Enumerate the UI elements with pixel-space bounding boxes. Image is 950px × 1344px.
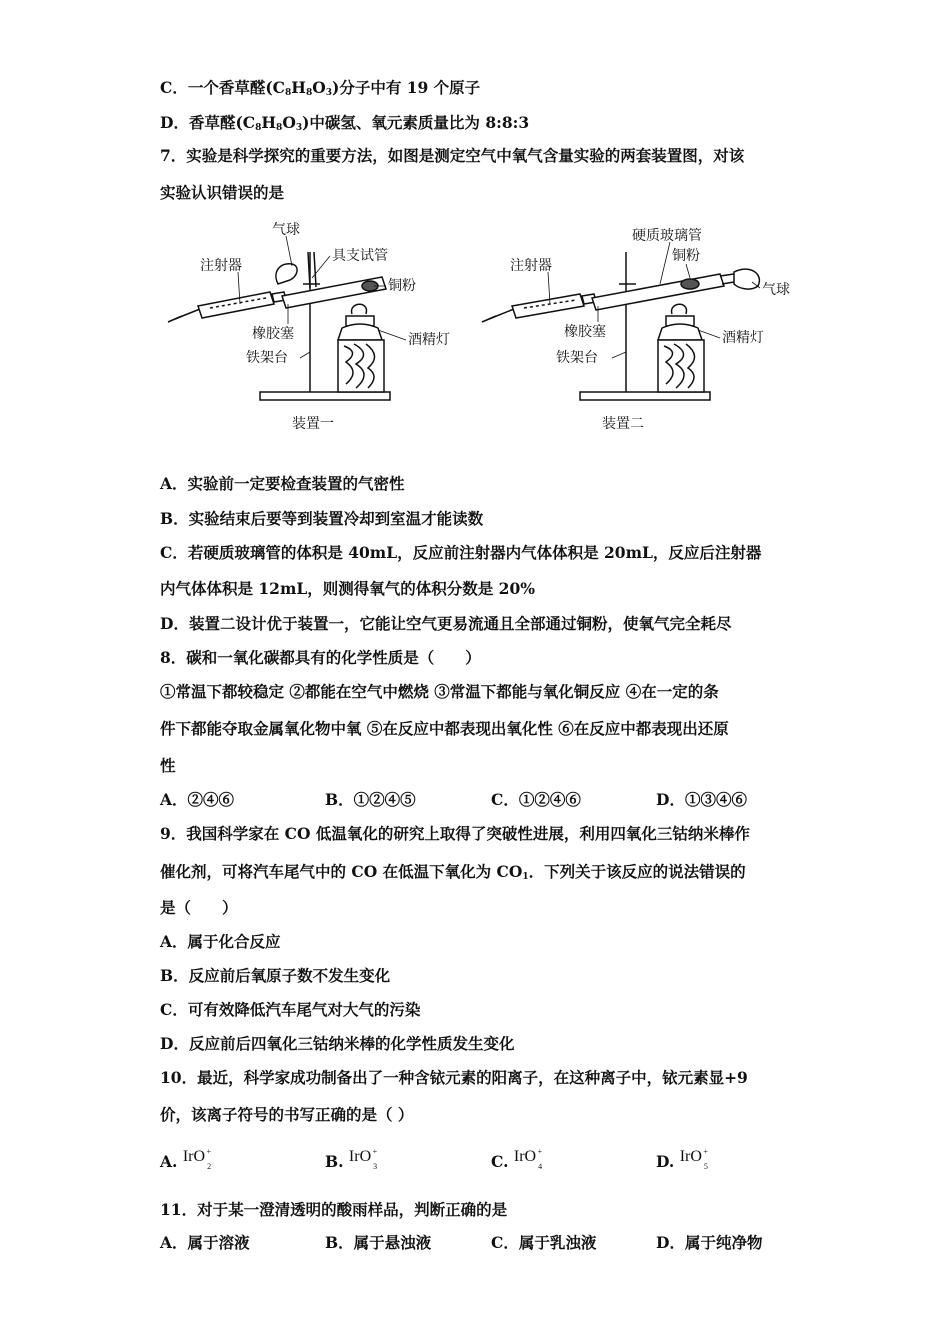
alcohol-lamp-icon-2 [658, 304, 702, 340]
balloon-icon-2 [734, 269, 759, 289]
q10-option-c: C. IrO + 4 [491, 1147, 543, 1171]
label-syringe-2: 注射器 [510, 258, 552, 274]
q9-stem-line2: 催化剂，可将汽车尾气中的 CO 在低温下氧化为 $CO_1$．下列关于该反应的说法错误的 [160, 862, 746, 882]
label-lamp-2: 酒精灯 [722, 330, 764, 346]
balloon-icon-1 [276, 264, 297, 284]
q8-statements-line1: ①常温下都较稳定 ②都能在空气中燃烧 ③常温下都能与氧化铜反应 ④在一定的条 [160, 682, 719, 701]
q8-option-d: D．①③④⑥ [656, 790, 747, 809]
q6-option-c: C．一个香草醛$(C_8H_8O_3)$分子中有 19 个原子 [160, 78, 481, 98]
caption-apparatus-1: 装置一 [292, 416, 334, 432]
q7-option-a: A．实验前一定要检查装置的气密性 [160, 474, 405, 493]
copper-powder-2 [681, 279, 699, 289]
stand-base-1 [260, 392, 390, 400]
label-stand-2: 铁架台 [556, 350, 598, 366]
label-tube-2: 硬质玻璃管 [632, 228, 702, 244]
apparatus-two [482, 252, 759, 400]
label-syringe-1: 注射器 [200, 258, 242, 274]
stand-base-2 [580, 392, 710, 400]
q10-option-d: D. IrO + 5 [656, 1147, 708, 1171]
q8-option-a: A．②④⑥ [160, 790, 235, 809]
q9-option-b: B．反应前后氧原子数不发生变化 [160, 966, 391, 985]
hard-glass-tube-icon [592, 274, 734, 310]
q10-stem-line1: 10．最近，科学家成功制备出了一种含铱元素的阳离子，在这种离子中，铱元素显+9 [160, 1068, 748, 1087]
q11-option-b: B．属于悬浊液 [325, 1233, 432, 1252]
q8-statements-line3: 性 [160, 756, 176, 775]
q11-option-d: D．属于纯净物 [656, 1233, 763, 1252]
q6-option-d: D．香草醛$(C_8H_8O_3)$中碳氢、氧元素质量比为 8:8:3 [160, 113, 530, 133]
q7-apparatus-figure [160, 212, 810, 442]
ion-formula-d: IrO + 5 [679, 1147, 708, 1171]
q10-option-a: A. IrO + 2 [160, 1147, 212, 1171]
caption-apparatus-2: 装置二 [602, 416, 644, 432]
ion-formula-a: IrO + 2 [182, 1147, 212, 1171]
q9-stem-line3: 是（ ） [160, 898, 238, 917]
ion-formula-c: IrO + 4 [513, 1147, 543, 1171]
q9-stem-line1: 9．我国科学家在 CO 低温氧化的研究上取得了突破性进展，利用四氧化三钴纳米棒作 [160, 824, 750, 843]
q9-option-a: A．属于化合反应 [160, 932, 281, 951]
q7-option-d: D．装置二设计优于装置一，它能让空气更易流通且全部通过铜粉，使氧气完全耗尽 [160, 614, 732, 633]
label-balloon-1: 气球 [272, 222, 300, 238]
q11-option-a: A．属于溶液 [160, 1233, 250, 1252]
q8-option-c: C．①②④⑥ [491, 790, 581, 809]
label-tube-1: 具支试管 [332, 248, 388, 264]
syringe-icon-1 [168, 292, 286, 322]
q9-option-d: D．反应前后四氧化三钴纳米棒的化学性质发生变化 [160, 1034, 515, 1053]
q10-stem-line2: 价，该离子符号的书写正确的是（ ） [160, 1105, 414, 1124]
q9-option-c: C．可有效降低汽车尾气对大气的污染 [160, 1000, 421, 1019]
q10-option-b: B. IrO + 3 [325, 1147, 378, 1171]
q7-stem-line2: 实验认识错误的是 [160, 183, 285, 202]
label-stand-1: 铁架台 [246, 350, 288, 366]
q11-stem: 11．对于某一澄清透明的酸雨样品，判断正确的是 [160, 1200, 508, 1219]
label-copper-2: 铜粉 [672, 248, 700, 264]
q11-option-c: C．属于乳浊液 [491, 1233, 597, 1252]
q7-option-c-line2: 内气体体积是 12mL，则测得氧气的体积分数是 20% [160, 579, 535, 598]
q8-statements-line2: 件下都能夺取金属氧化物中氧 ⑤在反应中都表现出氧化性 ⑥在反应中都表现出还原 [160, 719, 729, 738]
q8-stem: 8．碳和一氧化碳都具有的化学性质是（ ） [160, 648, 481, 667]
label-stopper-1: 橡胶塞 [252, 326, 294, 342]
q7-option-b: B．实验结束后要等到装置冷却到室温才能读数 [160, 509, 484, 528]
q8-option-b: B．①②④⑤ [325, 790, 416, 809]
label-balloon-2: 气球 [762, 282, 790, 298]
label-stopper-2: 橡胶塞 [564, 324, 606, 340]
q7-option-c-line1: C．若硬质玻璃管的体积是 40mL，反应前注射器内气体体积是 20mL，反应后注射器 [160, 543, 762, 562]
label-lamp-1: 酒精灯 [408, 332, 450, 348]
q7-stem-line1: 7．实验是科学探究的重要方法，如图是测定空气中氧气含量实验的两套装置图，对该 [160, 146, 745, 165]
syringe-icon-2 [482, 294, 596, 322]
wooden-block-2 [658, 340, 704, 392]
ion-formula-b: IrO + 3 [348, 1147, 378, 1171]
label-copper-1: 铜粉 [388, 278, 416, 294]
wooden-block-1 [338, 340, 384, 392]
alcohol-lamp-icon-1 [338, 304, 382, 340]
